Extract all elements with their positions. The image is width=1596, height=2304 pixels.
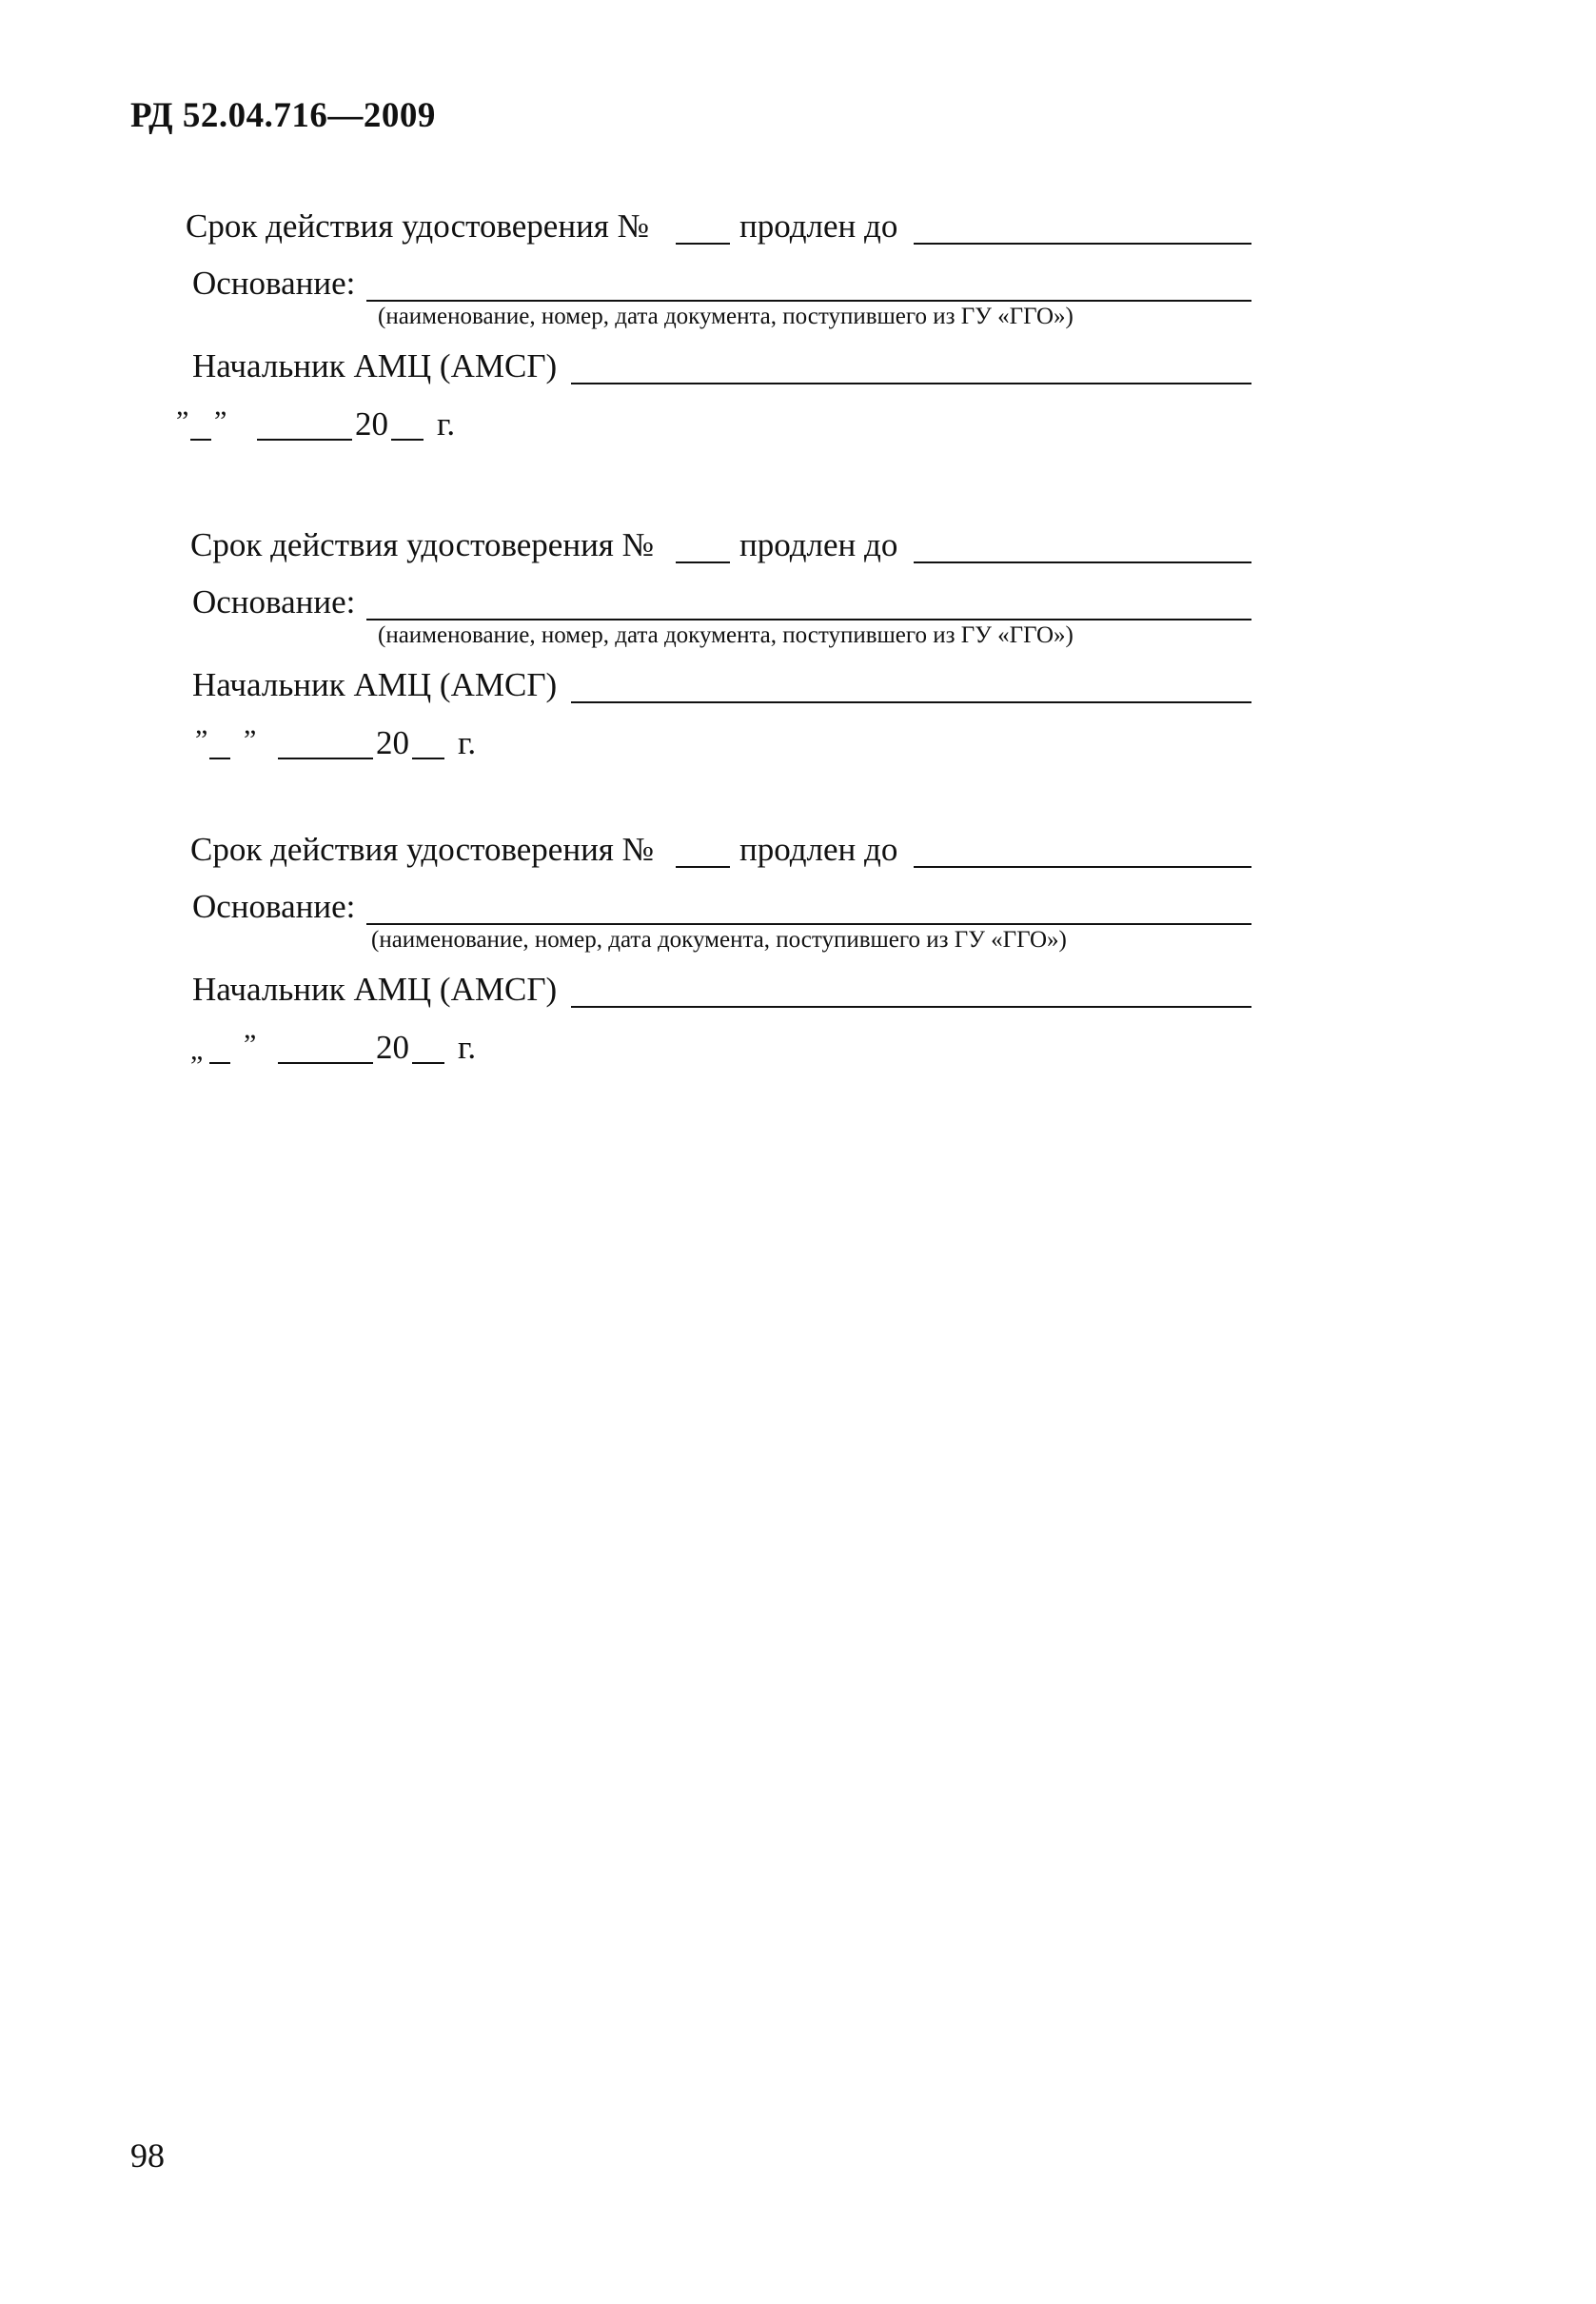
basis-caption: (наименование, номер, дата документа, поступившего из ГУ «ГГО») xyxy=(378,304,1074,329)
chief-signature-blank[interactable] xyxy=(571,383,1251,384)
chief-signature-blank[interactable] xyxy=(571,1006,1251,1008)
basis-label: Основание: xyxy=(192,888,356,925)
year-prefix: 20 xyxy=(376,724,409,761)
extension-prefix-label: Срок действия удостоверения № xyxy=(190,831,655,868)
extension-prefix-label: Срок действия удостоверения № xyxy=(186,207,650,245)
document-code: РД 52.04.716—2009 xyxy=(130,96,436,135)
year-blank[interactable] xyxy=(391,439,424,441)
date-open-quote: ” xyxy=(195,724,208,756)
basis-blank[interactable] xyxy=(366,300,1251,302)
extension-prefix-label: Срок действия удостоверения № xyxy=(190,526,655,563)
basis-caption: (наименование, номер, дата документа, поступившего из ГУ «ГГО») xyxy=(371,927,1067,953)
year-blank[interactable] xyxy=(412,758,444,759)
chief-label: Начальник АМЦ (АМСГ) xyxy=(192,666,558,703)
certificate-number-blank[interactable] xyxy=(676,561,730,563)
extended-until-blank[interactable] xyxy=(914,561,1251,563)
day-blank[interactable] xyxy=(190,439,211,441)
extended-until-label: продлен до xyxy=(739,831,898,868)
basis-caption: (наименование, номер, дата документа, поступившего из ГУ «ГГО») xyxy=(378,622,1074,648)
extended-until-label: продлен до xyxy=(739,207,898,245)
date-open-quote: ” xyxy=(176,405,189,437)
extended-until-label: продлен до xyxy=(739,526,898,563)
certificate-number-blank[interactable] xyxy=(676,243,730,245)
chief-label: Начальник АМЦ (АМСГ) xyxy=(192,347,558,384)
month-blank[interactable] xyxy=(257,439,352,441)
year-prefix: 20 xyxy=(376,1029,409,1066)
month-blank[interactable] xyxy=(278,758,373,759)
certificate-number-blank[interactable] xyxy=(676,866,730,868)
month-blank[interactable] xyxy=(278,1062,373,1064)
year-blank[interactable] xyxy=(412,1062,444,1064)
year-suffix: г. xyxy=(458,1029,477,1066)
date-close-quote: ” xyxy=(244,724,257,756)
chief-label: Начальник АМЦ (АМСГ) xyxy=(192,971,558,1008)
basis-label: Основание: xyxy=(192,583,356,620)
page-number: 98 xyxy=(130,2137,165,2175)
year-suffix: г. xyxy=(437,405,456,443)
day-blank[interactable] xyxy=(209,758,230,759)
year-suffix: г. xyxy=(458,724,477,761)
date-open-quote: „ xyxy=(190,1034,204,1066)
chief-signature-blank[interactable] xyxy=(571,701,1251,703)
basis-blank[interactable] xyxy=(366,923,1251,925)
date-close-quote: ” xyxy=(214,405,227,437)
basis-label: Основание: xyxy=(192,265,356,302)
extended-until-blank[interactable] xyxy=(914,243,1251,245)
date-close-quote: ” xyxy=(244,1029,257,1060)
basis-blank[interactable] xyxy=(366,619,1251,620)
year-prefix: 20 xyxy=(355,405,388,443)
extended-until-blank[interactable] xyxy=(914,866,1251,868)
day-blank[interactable] xyxy=(209,1062,230,1064)
